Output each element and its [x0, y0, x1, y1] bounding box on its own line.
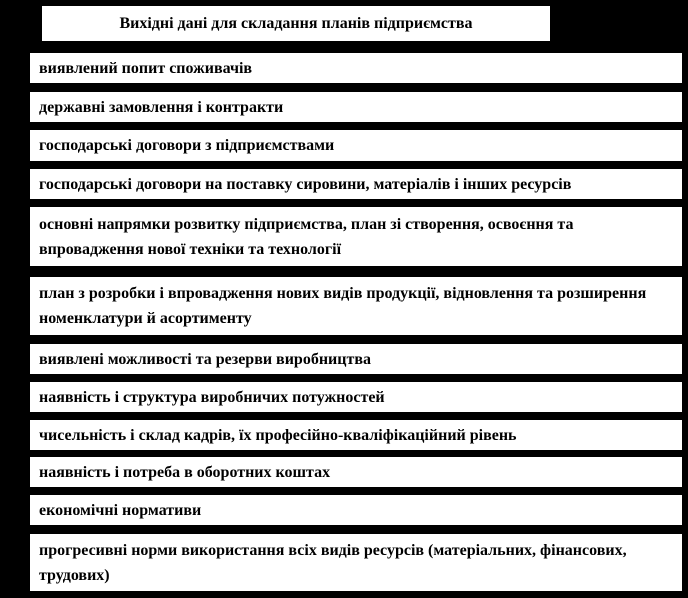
list-item-state-orders: [28, 90, 684, 124]
list-item-label: економічні нормативи: [39, 501, 202, 519]
diagram-title: Вихідні дані для складання планів підприємства: [119, 14, 473, 32]
list-item-label: господарські договори на поставку сировини, матеріалів і інших ресурсів: [39, 175, 572, 193]
list-item-production-reserves: [28, 342, 684, 376]
list-item-production-capacities: [28, 380, 684, 414]
list-item-progressive-norms: [28, 532, 684, 593]
list-item-label: державні замовлення і контракти: [39, 98, 284, 116]
list-item-business-contracts: [28, 128, 684, 163]
list-item-consumer-demand: [28, 51, 684, 85]
list-item-label: господарські договори з підприємствами: [39, 137, 335, 154]
list-item-economic-standards: [28, 493, 684, 527]
list-item-label: наявність і структура виробничих потужностей: [39, 388, 385, 406]
list-item-label: чисельність і склад кадрів, їх професійно-кваліфікаційний рівень: [39, 426, 517, 444]
list-item-label: наявність і потреба в оборотних коштах: [39, 463, 331, 481]
list-item-label: виявлені можливості та резерви виробництва: [39, 350, 371, 368]
list-item-label: основні напрямки розвитку підприємства, план зі створення, освоєння та впровадження нової техніки та технології: [39, 215, 574, 258]
list-item-label: виявлений попит споживачів: [39, 59, 253, 77]
list-item-development-directions: [28, 205, 684, 268]
list-item-working-capital: [28, 455, 684, 489]
list-item-supply-contracts: [28, 167, 684, 201]
list-item-label: план з розробки і впровадження нових видів продукції, відновлення та розширення номенклатури й асортименту: [39, 285, 647, 327]
list-item-personnel: [28, 418, 684, 452]
list-item-label: прогресивні норми використання всіх видів ресурсів (матеріальних, фінансових, трудових): [39, 541, 627, 584]
list-item-new-products-plan: [28, 275, 684, 337]
diagram-title-box: [40, 4, 552, 43]
